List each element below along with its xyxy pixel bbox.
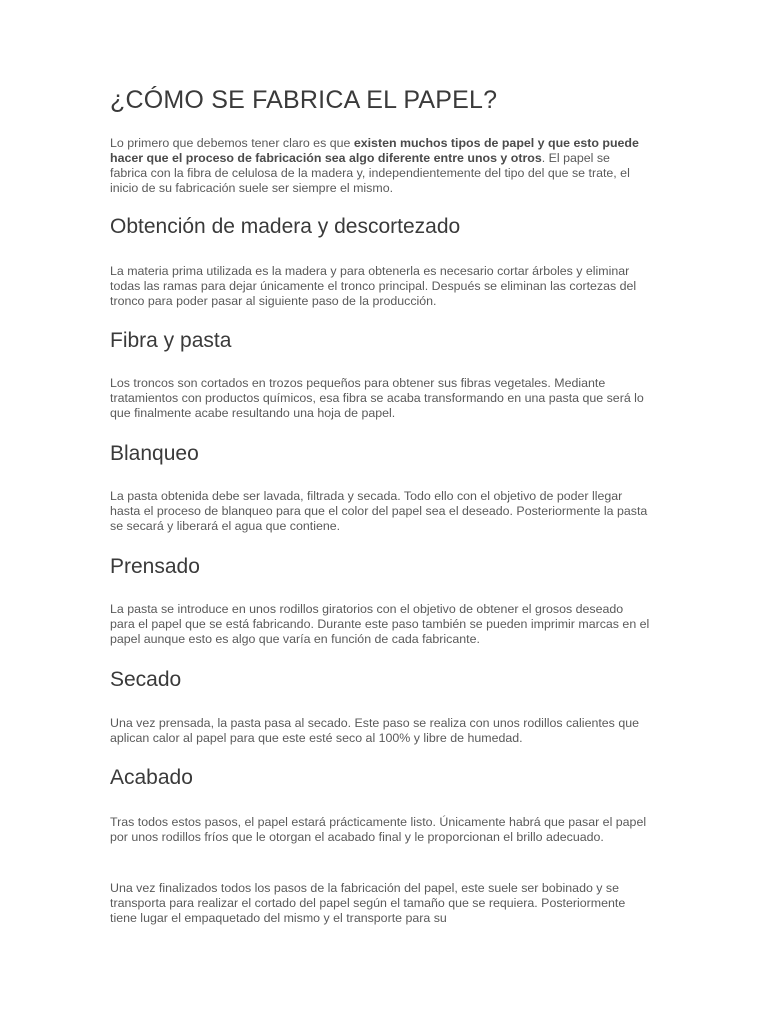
section-heading-prensado: Prensado: [110, 555, 200, 578]
intro-text-start: Lo primero que debemos tener claro es que: [110, 136, 354, 150]
section-paragraph-blanqueo: La pasta obtenida debe ser lavada, filtrada y secada. Todo ello con el objetivo de poder llegar hasta el proceso de blanqueo para que el color del papel sea el deseado. Posteriormente la pasta se secará y liberará el agua que contiene.: [110, 489, 648, 533]
section-paragraph-fibra: Los troncos son cortados en trozos pequeños para obtener sus fibras vegetales. Mediante tratamientos con productos químicos, esa fibra se acaba transformando en una pasta que será lo que finalmente acabe resultando una hoja de papel.: [110, 376, 644, 420]
section-heading-obtencion: Obtención de madera y descortezado: [110, 215, 461, 238]
section-heading-acabado: Acabado: [110, 766, 193, 789]
section-heading-fibra: Fibra y pasta: [110, 329, 232, 352]
section-heading-blanqueo: Blanqueo: [110, 442, 199, 465]
section-paragraph-obtencion: La materia prima utilizada es la madera y para obtenerla es necesario cortar árboles y eliminar todas las ramas para dejar únicamente el tronco principal. Después se eliminan las cortezas del tronco para poder pasar al siguiente paso de la producción.: [110, 264, 637, 308]
section-paragraph-secado: Una vez prensada, la pasta pasa al secado. Este paso se realiza con unos rodillos calientes que aplican calor al papel para que este esté seco al 100% y libre de humedad.: [110, 716, 639, 745]
section-heading-secado: Secado: [110, 668, 182, 691]
section-paragraph-acabado-2: Una vez finalizados todos los pasos de la fabricación del papel, este suele ser bobinado y se transporta para realizar el cortado del papel según el tamaño que se requiera. Posteriormente tiene lugar el empaquetado del mismo y el transporte para su: [110, 881, 626, 925]
section-paragraph-acabado-1: Tras todos estos pasos, el papel estará prácticamente listo. Únicamente habrá que pasar el papel por unos rodillos fríos que le otorgan el acabado final y le proporcionan el brillo adecuado.: [110, 815, 647, 844]
page-title: ¿CÓMO SE FABRICA EL PAPEL?: [110, 86, 498, 114]
intro-paragraph: [110, 136, 650, 196]
section-paragraph-prensado: La pasta se introduce en unos rodillos giratorios con el objetivo de obtener el grosos deseado para el papel que se está fabricando. Durante este paso también se pueden imprimir marcas en el papel aunque esto es algo que varía en función de cada fabricante.: [110, 602, 650, 646]
intro-bold-text: existen muchos tipos de papel y que esto puede hacer que el proceso de fabricación sea algo diferente entre unos y otros: [110, 136, 639, 165]
intro-text-end: . El papel se fabrica con la fibra de celulosa de la madera y, independientemente del tipo del que se trate, el inicio de su fabricación suele ser siempre el mismo.: [110, 151, 630, 195]
